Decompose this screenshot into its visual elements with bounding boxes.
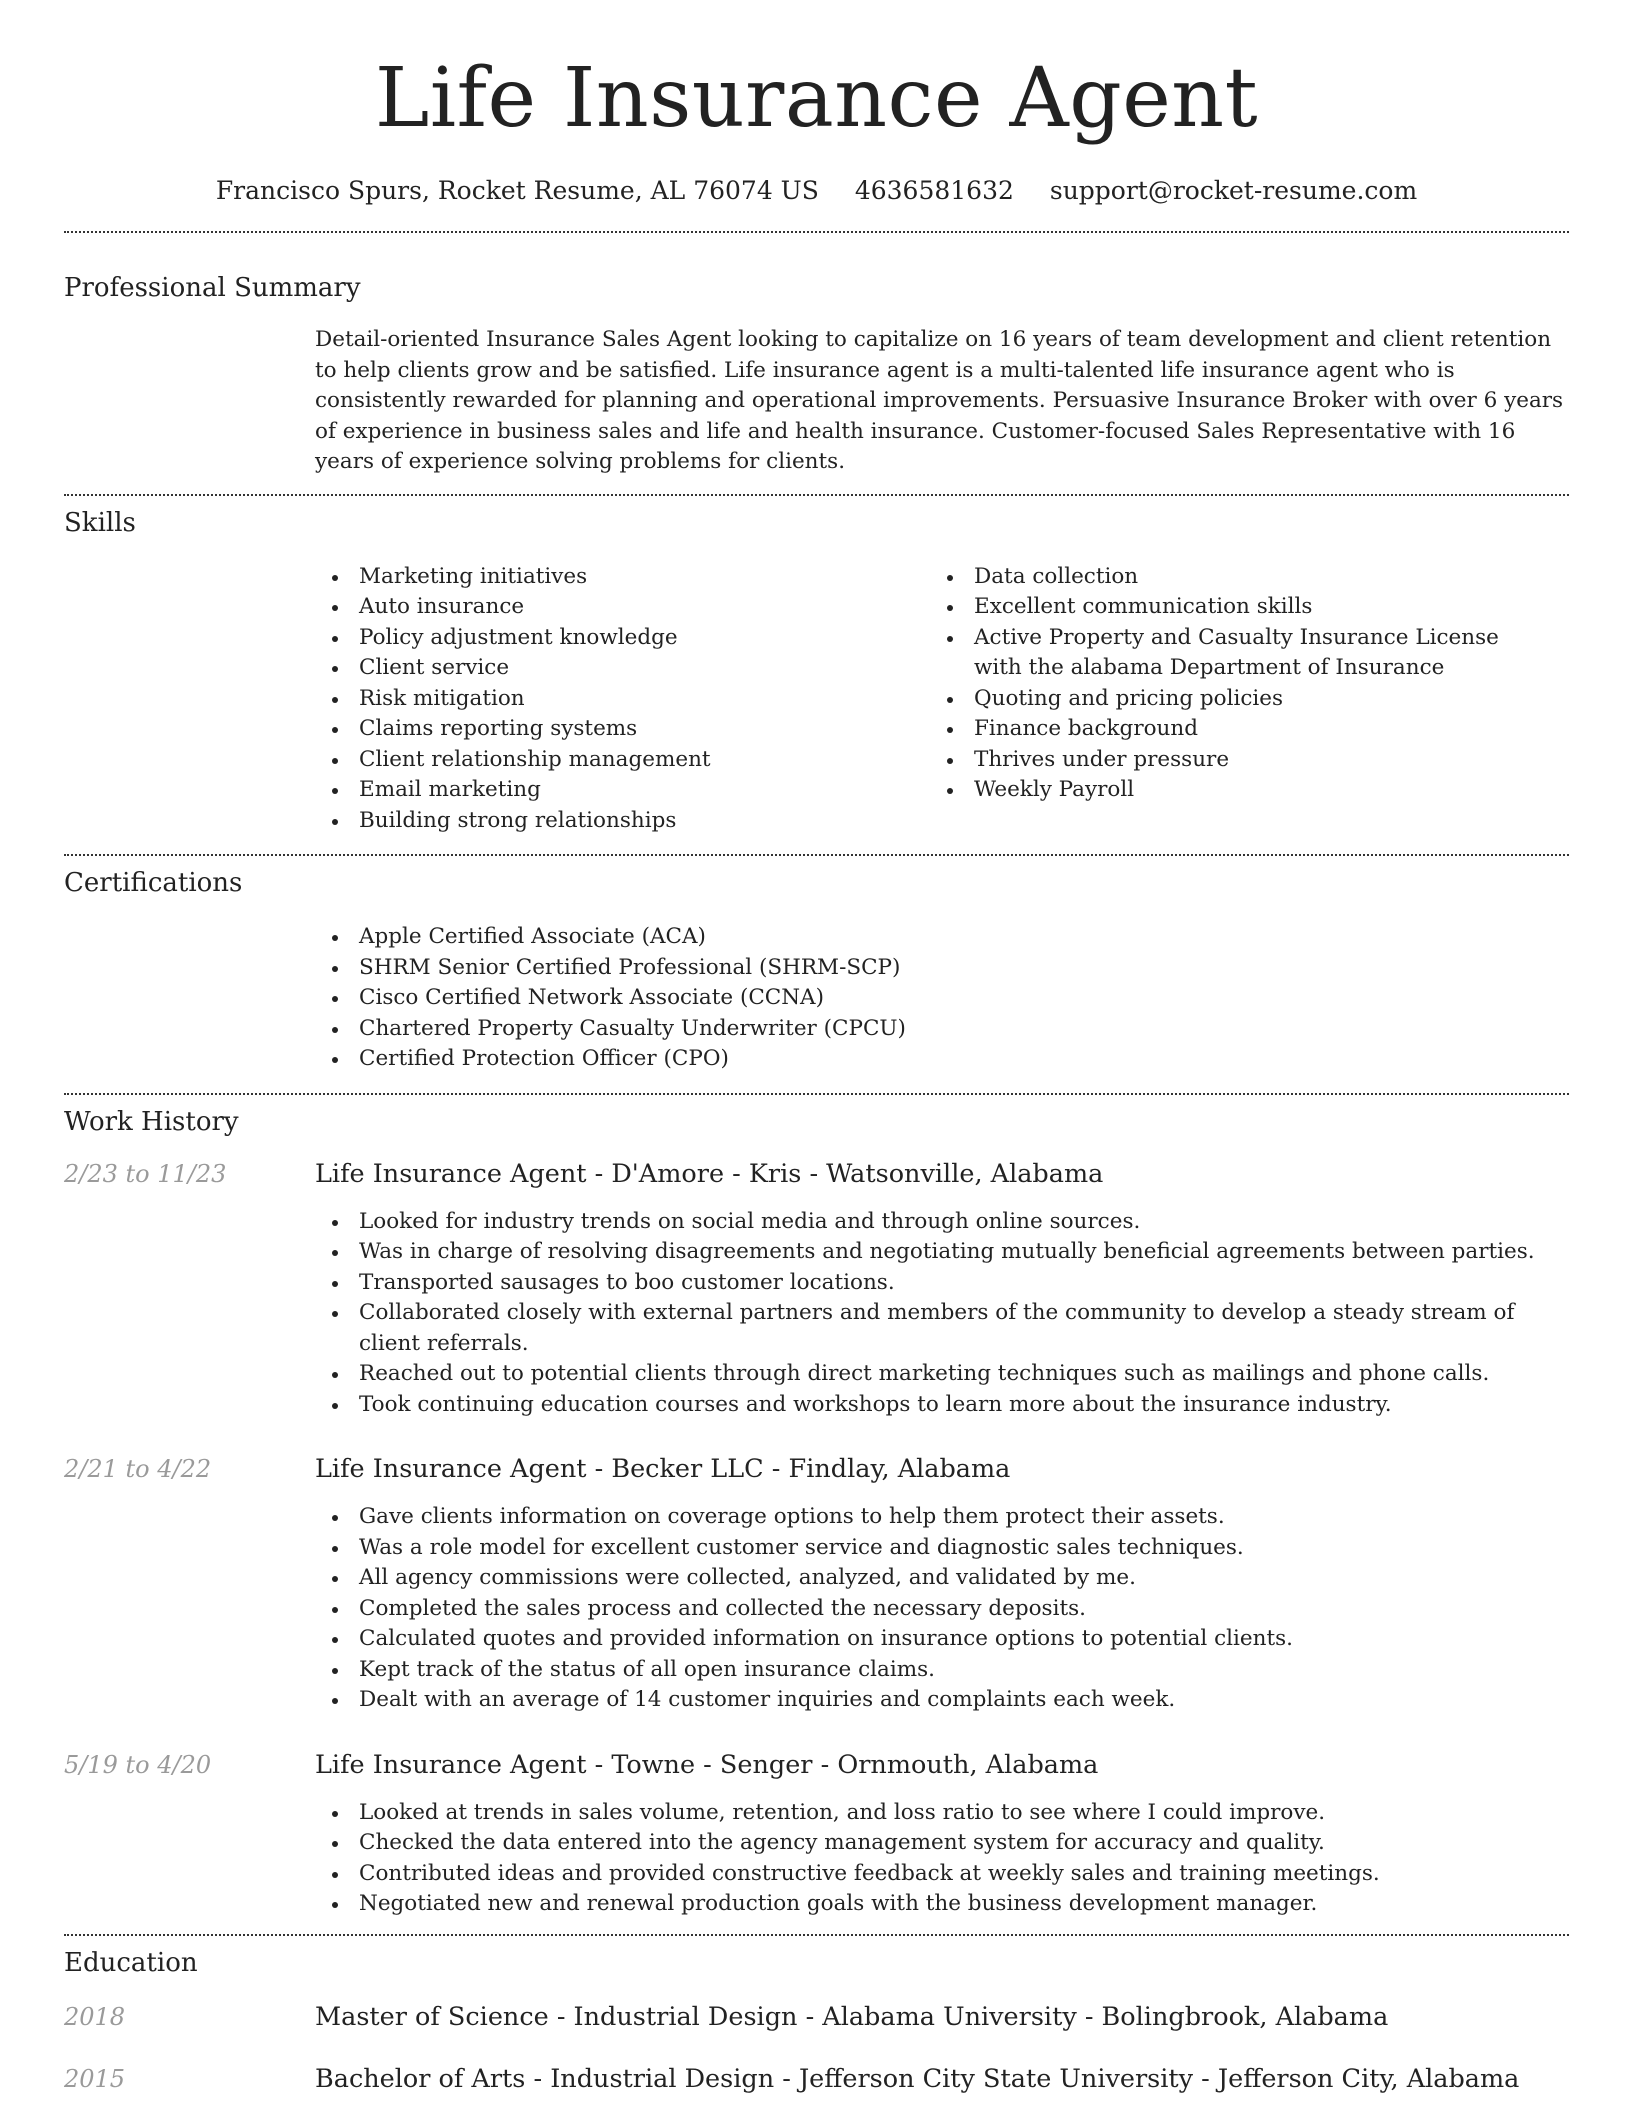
skill-item: Claims reporting systems [359,714,930,745]
section-divider [64,854,1569,856]
job-bullet: All agency commissions were collected, analyzed, and validated by me. [359,1563,1569,1594]
skill-item: Finance background [974,714,1545,745]
education-section [64,1948,1569,2094]
job-bullet: Transported sausages to boo customer locations. [359,1268,1569,1299]
job-title: Life Insurance Agent - Becker LLC - Findlay, Alabama [315,1454,1011,1484]
job-dates: 5/19 to 4/20 [64,1750,212,1779]
contact-phone: 4636581632 [854,176,1014,205]
job-bullet: Kept track of the status of all open insurance claims. [359,1655,1569,1686]
job-bullet: Looked at trends in sales volume, retention, and loss ratio to see where I could improve. [359,1798,1569,1829]
skills-right-column [930,562,1545,837]
resume-title: Life Insurance Agent [374,51,1259,146]
skill-item: Auto insurance [359,592,930,623]
job-bullet: Dealt with an average of 14 customer inquiries and complaints each week. [359,1685,1569,1716]
resume-page [64,0,1569,2094]
job-entry [64,1159,1569,1421]
skill-item: Building strong relationships [359,806,930,837]
education-degree: Master of Science - Industrial Design - Alabama University - Bolingbrook, Alabama [315,2001,1389,2032]
skill-item: Quoting and pricing policies [974,684,1545,715]
certification-item: Certified Protection Officer (CPO) [359,1044,1569,1075]
job-bullet: Calculated quotes and provided information on insurance options to potential clients. [359,1624,1569,1655]
summary-section [64,273,1569,478]
job-bullet: Gave clients information on coverage options to help them protect their assets. [359,1502,1569,1533]
summary-heading: Professional Summary [64,273,361,303]
education-degree: Bachelor of Arts - Industrial Design - Jefferson City State University - Jefferson City, Alabama [315,2063,1520,2094]
job-bullet: Looked for industry trends on social media and through online sources. [359,1207,1569,1238]
skill-item: Active Property and Casualty Insurance License with the alabama Department of Insurance [974,623,1545,684]
job-header [64,1454,1569,1484]
section-divider [64,494,1569,496]
job-bullets [315,1502,1569,1716]
certification-item: Chartered Property Casualty Underwriter (CPCU) [359,1014,1569,1045]
job-bullets [315,1798,1569,1920]
skill-item: Email marketing [359,775,930,806]
education-entry [64,2064,1569,2094]
skill-item: Client relationship management [359,745,930,776]
education-entry [64,2002,1569,2032]
section-divider [64,1934,1569,1936]
contact-line [64,176,1569,205]
job-bullet: Took continuing education courses and workshops to learn more about the insurance industry. [359,1390,1569,1421]
skills-left-column [315,562,930,837]
job-bullet: Checked the data entered into the agency management system for accuracy and quality. [359,1828,1569,1859]
job-header [64,1159,1569,1189]
certifications-section [64,868,1569,1075]
job-bullet: Collaborated closely with external partners and members of the community to develop a steady stream of client referrals. [359,1298,1569,1359]
skills-heading: Skills [64,507,136,538]
skill-item: Thrives under pressure [974,745,1545,776]
certification-item: SHRM Senior Certified Professional (SHRM-SCP) [359,953,1569,984]
job-bullet: Negotiated new and renewal production goals with the business development manager. [359,1889,1569,1920]
skill-item: Marketing initiatives [359,562,930,593]
contact-email: support@rocket-resume.com [1049,176,1418,205]
job-bullet: Was in charge of resolving disagreements and negotiating mutually beneficial agreements between parties. [359,1237,1569,1268]
work-history-heading: Work History [64,1106,239,1137]
contact-address: Francisco Spurs, Rocket Resume, AL 76074 US [215,176,819,205]
skill-item: Risk mitigation [359,684,930,715]
job-title: Life Insurance Agent - Towne - Senger - Ornmouth, Alabama [315,1749,1099,1780]
job-bullet: Contributed ideas and provided constructive feedback at weekly sales and training meetings. [359,1859,1569,1890]
work-history-section [64,1107,1569,1920]
job-entry [64,1750,1569,1920]
skill-item: Excellent communication skills [974,592,1545,623]
summary-text: Detail-oriented Insurance Sales Agent looking to capitalize on 16 years of team development and client retention to help clients grow and be satisfied. Life insurance agent is a multi-talented life insurance agent who is consistently rewarded for planning and operational improvements. Persuasive Insurance Broker with over 6 years of experience in business sales and life and health insurance. Customer-focused Sales Representative with 16 years of experience solving problems for clients. [315,327,1564,474]
skill-item: Weekly Payroll [974,775,1545,806]
header-divider [64,231,1569,233]
job-dates: 2/23 to 11/23 [64,1159,227,1188]
job-entry [64,1454,1569,1716]
section-divider [64,1093,1569,1095]
job-dates: 2/21 to 4/22 [64,1455,212,1483]
certification-item: Apple Certified Associate (ACA) [359,922,1569,953]
education-year: 2018 [64,2002,126,2031]
job-title: Life Insurance Agent - D'Amore - Kris - Watsonville, Alabama [315,1158,1104,1189]
job-bullet: Completed the sales process and collected the necessary deposits. [359,1594,1569,1625]
skills-section [64,508,1569,837]
job-bullet: Was a role model for excellent customer service and diagnostic sales techniques. [359,1533,1569,1564]
education-year: 2015 [64,2064,126,2093]
job-header [64,1750,1569,1780]
job-bullet: Reached out to potential clients through direct marketing techniques such as mailings and phone calls. [359,1359,1569,1390]
skill-item: Client service [359,653,930,684]
skill-item: Data collection [974,562,1545,593]
job-bullets [315,1207,1569,1421]
certification-item: Cisco Certified Network Associate (CCNA) [359,983,1569,1014]
skill-item: Policy adjustment knowledge [359,623,930,654]
certifications-heading: Certifications [64,868,243,898]
education-heading: Education [64,1947,198,1978]
